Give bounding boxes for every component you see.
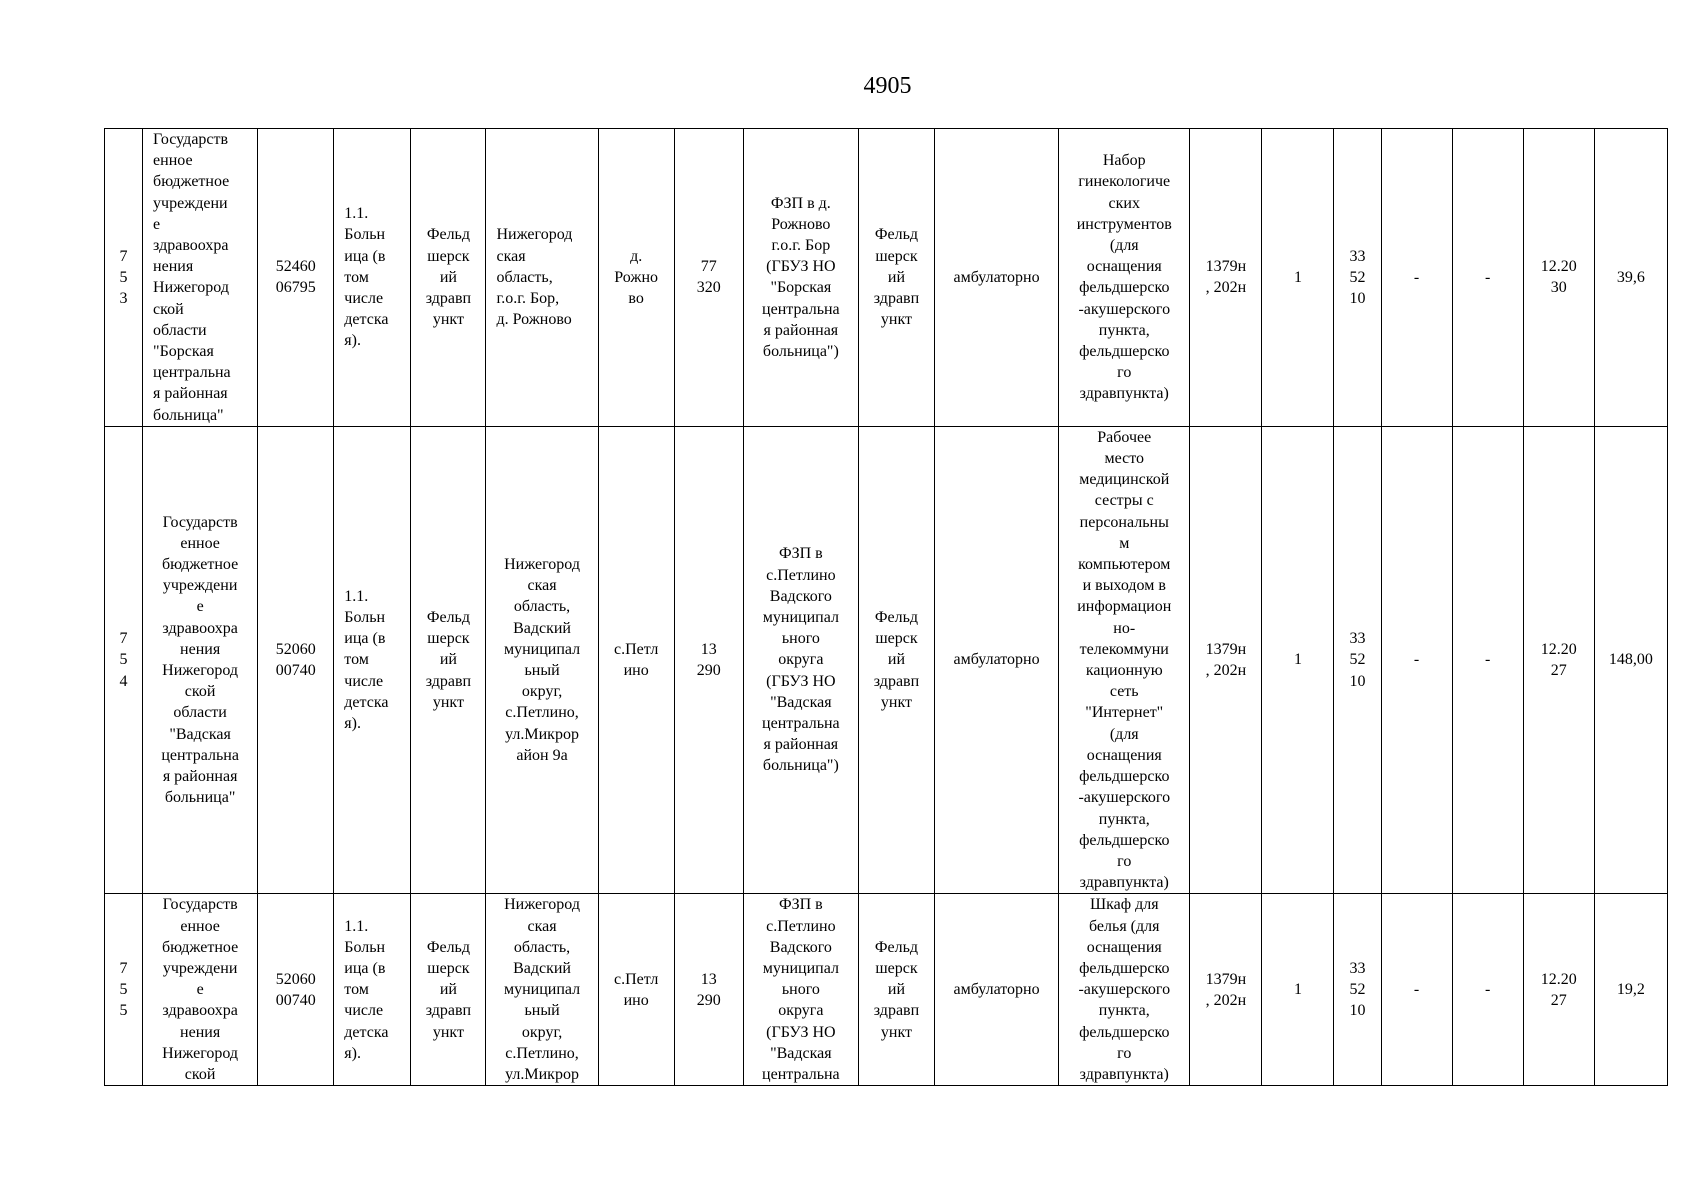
dash-cell: - xyxy=(1452,894,1523,1086)
equipment-name: Набор гинекологиче ских инструментов (для оснащения фельдшерско -акушерского пункта, фельдшерско го здравпункта) xyxy=(1059,129,1190,427)
row-number: 7 5 3 xyxy=(105,129,143,427)
table-row xyxy=(105,129,1668,427)
code: 33 52 10 xyxy=(1334,426,1381,893)
order-reference: 1379н , 202н xyxy=(1190,894,1262,1086)
address: Нижегород ская область, Вадский муниципал ьный округ, с.Петлино, ул.Микрор айон 9а xyxy=(486,426,598,893)
population: 77 320 xyxy=(674,129,743,427)
facility-type: Фельд шерск ий здравп ункт xyxy=(858,894,934,1086)
quantity: 1 xyxy=(1262,894,1334,1086)
locality: с.Петл ино xyxy=(598,426,674,893)
deadline-date: 12.20 27 xyxy=(1523,894,1594,1086)
dash-cell: - xyxy=(1381,426,1452,893)
care-form: амбулаторно xyxy=(935,129,1059,427)
deadline-date: 12.20 27 xyxy=(1523,426,1594,893)
equipment-name: Рабочее место медицинской сестры с персональны м компьютером и выходом в информацион но- телекоммуни кационную сеть "Интернет" (для оснащения фельдшерско -акушерского пункта, фельдшерско го здравпункта) xyxy=(1059,426,1190,893)
table-row xyxy=(105,426,1668,893)
organization-name: Государств енное бюджетное учреждени е здравоохра нения Нижегород ской области "Борская центральна я районная больница" xyxy=(143,129,258,427)
address: Нижегород ская область, г.о.г. Бор, д. Рожново xyxy=(486,129,598,427)
amount: 19,2 xyxy=(1594,894,1667,1086)
dash-cell: - xyxy=(1381,129,1452,427)
locality: д. Рожно во xyxy=(598,129,674,427)
order-reference: 1379н , 202н xyxy=(1190,129,1262,427)
amount: 148,00 xyxy=(1594,426,1667,893)
equipment-table xyxy=(104,128,1668,1086)
profile: 1.1. Больн ица (в том числе детска я). xyxy=(334,129,411,427)
facility-type: Фельд шерск ий здравп ункт xyxy=(858,129,934,427)
inn-code: 52060 00740 xyxy=(258,426,334,893)
profile: 1.1. Больн ица (в том числе детска я). xyxy=(334,894,411,1086)
population: 13 290 xyxy=(674,426,743,893)
care-form: амбулаторно xyxy=(935,426,1059,893)
row-number: 7 5 5 xyxy=(105,894,143,1086)
table-row xyxy=(105,894,1668,1086)
unit-type: Фельд шерск ий здравп ункт xyxy=(411,129,486,427)
deadline-date: 12.20 30 xyxy=(1523,129,1594,427)
code: 33 52 10 xyxy=(1334,894,1381,1086)
profile: 1.1. Больн ица (в том числе детска я). xyxy=(334,426,411,893)
care-form: амбулаторно xyxy=(935,894,1059,1086)
organization-name: Государств енное бюджетное учреждени е здравоохра нения Нижегород ской xyxy=(143,894,258,1086)
amount: 39,6 xyxy=(1594,129,1667,427)
inn-code: 52460 06795 xyxy=(258,129,334,427)
address: Нижегород ская область, Вадский муниципал ьный округ, с.Петлино, ул.Микрор xyxy=(486,894,598,1086)
facility-type: Фельд шерск ий здравп ункт xyxy=(858,426,934,893)
unit-type: Фельд шерск ий здравп ункт xyxy=(411,426,486,893)
facility-name: ФЗП в с.Петлино Вадского муниципал ьного округа (ГБУЗ НО "Вадская центральна я районная больница") xyxy=(743,426,858,893)
locality: с.Петл ино xyxy=(598,894,674,1086)
quantity: 1 xyxy=(1262,129,1334,427)
population: 13 290 xyxy=(674,894,743,1086)
organization-name: Государств енное бюджетное учреждени е здравоохра нения Нижегород ской области "Вадская центральна я районная больница" xyxy=(143,426,258,893)
page-number: 4905 xyxy=(863,73,912,99)
dash-cell: - xyxy=(1452,129,1523,427)
dash-cell: - xyxy=(1452,426,1523,893)
row-number: 7 5 4 xyxy=(105,426,143,893)
facility-name: ФЗП в с.Петлино Вадского муниципал ьного округа (ГБУЗ НО "Вадская центральна xyxy=(743,894,858,1086)
equipment-name: Шкаф для белья (для оснащения фельдшерско -акушерского пункта, фельдшерско го здравпункта) xyxy=(1059,894,1190,1086)
inn-code: 52060 00740 xyxy=(258,894,334,1086)
unit-type: Фельд шерск ий здравп ункт xyxy=(411,894,486,1086)
facility-name: ФЗП в д. Рожново г.о.г. Бор (ГБУЗ НО "Борская центральна я районная больница") xyxy=(743,129,858,427)
quantity: 1 xyxy=(1262,426,1334,893)
dash-cell: - xyxy=(1381,894,1452,1086)
order-reference: 1379н , 202н xyxy=(1190,426,1262,893)
code: 33 52 10 xyxy=(1334,129,1381,427)
